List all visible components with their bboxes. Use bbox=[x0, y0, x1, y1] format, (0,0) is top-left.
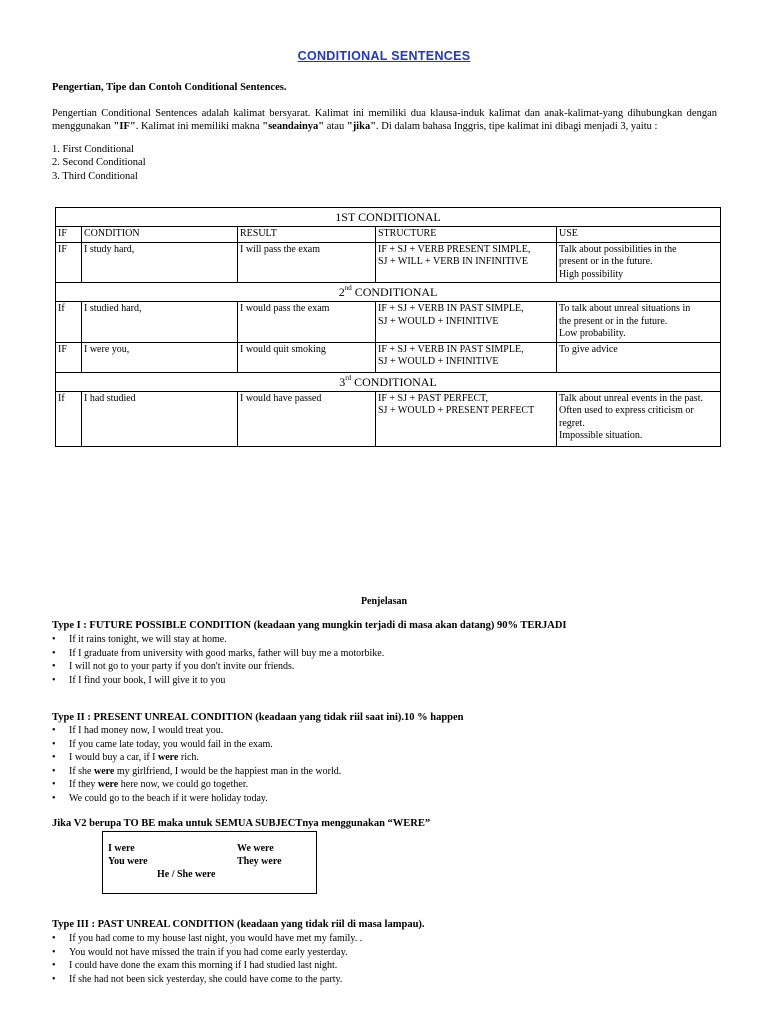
table-row: If I studied hard, I would pass the exam IF + SJ + VERB IN PAST SIMPLE, SJ + WOULD + INFINITIVE To talk about unreal situations in the present or in the future. Low probability. bbox=[56, 302, 721, 343]
table-row: IF I study hard, I will pass the exam IF + SJ + VERB PRESENT SIMPLE, SJ + WILL + VERB IN INFINITIVE Talk about possibilities in the present or in the future. High possibility bbox=[56, 242, 721, 283]
type1-heading: Type I : FUTURE POSSIBLE CONDITION (keadaan yang mungkin terjadi di masa akan datang) 90% TERJADI bbox=[52, 620, 567, 631]
list-item: • If she were my girlfriend, I would be the happiest man in the world. bbox=[52, 765, 341, 779]
list-item: • I will not go to your party if you don't invite our friends. bbox=[52, 660, 384, 674]
type3-list bbox=[52, 932, 362, 986]
were-i: I were bbox=[108, 843, 135, 854]
second-conditional-header: 2nd CONDITIONAL bbox=[56, 283, 721, 302]
list-item: • If they were here now, we could go together. bbox=[52, 778, 341, 792]
column-header: RESULT bbox=[238, 227, 376, 243]
type2-list bbox=[52, 724, 341, 806]
type3-heading: Type III : PAST UNREAL CONDITION (keadaan yang tidak riil di masa lampau). bbox=[52, 919, 425, 930]
types-list bbox=[52, 143, 146, 183]
list-item: • I would buy a car, if I were rich. bbox=[52, 751, 341, 765]
type2-heading: Type II : PRESENT UNREAL CONDITION (keadaan yang tidak riil saat ini).10 % happen bbox=[52, 712, 464, 723]
list-item: • If I find your book, I will give it to you bbox=[52, 674, 384, 688]
column-header: CONDITION bbox=[82, 227, 238, 243]
table-section-header bbox=[56, 372, 721, 391]
list-item: • If you came late today, you would fail in the exam. bbox=[52, 738, 341, 752]
column-header: IF bbox=[56, 227, 82, 243]
document-title bbox=[0, 50, 768, 64]
were-they: They were bbox=[237, 856, 282, 867]
were-note: Jika V2 berupa TO BE maka untuk SEMUA SUBJECTnya menggunakan “WERE” bbox=[52, 818, 431, 829]
penjelasan-heading: Penjelasan bbox=[360, 596, 408, 607]
first-conditional-header: 1ST CONDITIONAL bbox=[56, 208, 721, 227]
intro-paragraph: Pengertian Conditional Sentences adalah kalimat bersyarat. Kalimat ini memiliki dua klausa-induk kalimat dan anak-kalimat-yang dihubungkan dengan menggunakan "IF". Kalimat ini memiliki makna "seandainya" atau "jika". Di dalam bahasa Inggris, tipe kalimat ini dibagi menjadi 3, yaitu : bbox=[52, 108, 717, 133]
were-we: We were bbox=[237, 843, 274, 854]
were-he-she: He / She were bbox=[157, 869, 216, 880]
list-item: • If she had not been sick yesterday, she could have come to the party. bbox=[52, 973, 362, 987]
third-conditional-header: 3rd CONDITIONAL bbox=[56, 372, 721, 391]
list-item: • If you had come to my house last night, you would have met my family. . bbox=[52, 932, 362, 946]
list-item: • We could go to the beach if it were holiday today. bbox=[52, 792, 341, 806]
table-section-header bbox=[56, 283, 721, 302]
type-item: 1. First Conditional bbox=[52, 144, 134, 155]
table-section-header bbox=[56, 208, 721, 227]
type-item: 3. Third Conditional bbox=[52, 170, 138, 182]
type-item: 2. Second Conditional bbox=[52, 157, 146, 169]
table-row: If I had studied I would have passed IF + SJ + PAST PERFECT, SJ + WOULD + PRESENT PERFECT Talk about unreal events in the past. Often used to express criticism or regret. Impossible situation. bbox=[56, 391, 721, 446]
were-box bbox=[102, 831, 317, 894]
list-item: • You would not have missed the train if you had come early yesterday. bbox=[52, 946, 362, 960]
table-row: IF I were you, I would quit smoking IF + SJ + VERB IN PAST SIMPLE, SJ + WOULD + INFINITIVE To give advice bbox=[56, 342, 721, 372]
list-item: • I could have done the exam this morning if I had studied last night. bbox=[52, 959, 362, 973]
table-column-headers bbox=[56, 227, 721, 243]
type1-list bbox=[52, 633, 384, 687]
list-item: • If I had money now, I would treat you. bbox=[52, 724, 341, 738]
were-you: You were bbox=[108, 856, 148, 867]
column-header: STRUCTURE bbox=[376, 227, 557, 243]
title-text: CONDITIONAL SENTENCES bbox=[297, 49, 471, 63]
list-item: • If I graduate from university with good marks, father will buy me a motorbike. bbox=[52, 647, 384, 661]
conditional-table bbox=[55, 207, 721, 447]
subheading: Pengertian, Tipe dan Contoh Conditional Sentences. bbox=[52, 82, 287, 93]
column-header: USE bbox=[557, 227, 721, 243]
list-item: • If it rains tonight, we will stay at home. bbox=[52, 633, 384, 647]
